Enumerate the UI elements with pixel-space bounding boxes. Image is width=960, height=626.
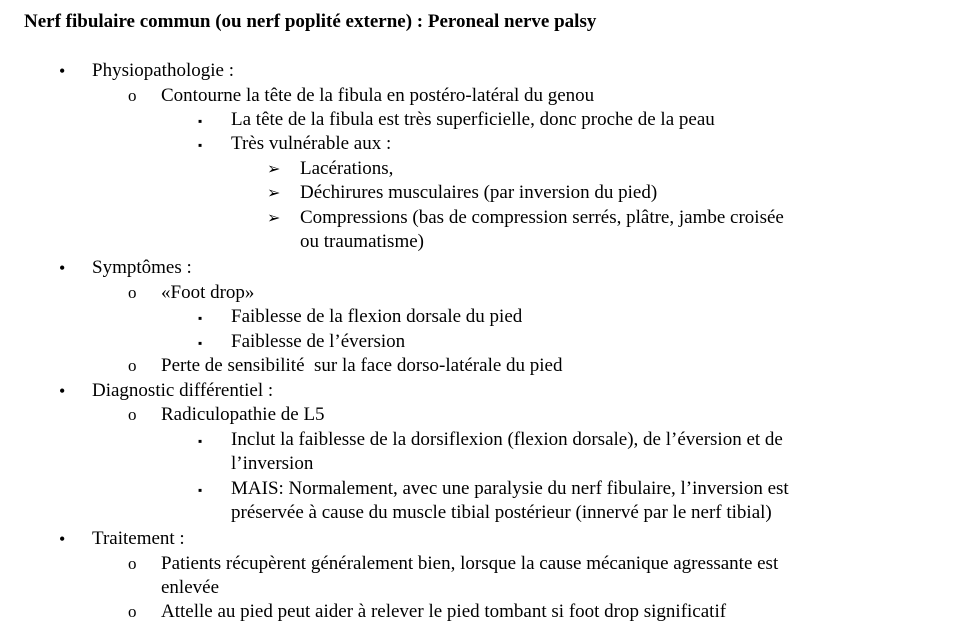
list-item-text: Très vulnérable aux : bbox=[231, 133, 392, 154]
list-item-text: Traitement : bbox=[92, 528, 185, 549]
list-item-text: enlevée bbox=[161, 577, 220, 598]
list-item-text: l’inversion bbox=[231, 453, 314, 474]
list-item-text: MAIS: Normalement, avec une paralysie du nerf fibulaire, l’inversion est bbox=[231, 478, 789, 499]
list-item bbox=[128, 600, 727, 625]
bullet-marker: • bbox=[59, 258, 66, 278]
list-item bbox=[267, 157, 394, 182]
circle-marker: o bbox=[128, 86, 137, 105]
list-item bbox=[198, 477, 789, 502]
circle-marker: o bbox=[128, 283, 137, 302]
list-item bbox=[59, 527, 185, 552]
list-item-text: Perte de sensibilité sur la face dorso-latérale du pied bbox=[161, 355, 563, 376]
square-marker: ▪ bbox=[198, 311, 203, 325]
list-item bbox=[128, 403, 325, 428]
circle-marker: o bbox=[128, 554, 137, 573]
list-item bbox=[198, 330, 406, 355]
list-item bbox=[59, 256, 192, 281]
bullet-marker: • bbox=[59, 381, 66, 401]
list-item bbox=[198, 132, 392, 157]
page-title: Nerf fibulaire commun (ou nerf poplité externe) : Peroneal nerve palsy bbox=[24, 11, 597, 32]
list-item bbox=[198, 428, 783, 453]
list-item-text: Diagnostic différentiel : bbox=[92, 380, 274, 401]
list-item-text: Faiblesse de la flexion dorsale du pied bbox=[231, 306, 523, 327]
square-marker: ▪ bbox=[198, 336, 203, 350]
list-item-text: La tête de la fibula est très superficielle, donc proche de la peau bbox=[231, 109, 715, 130]
list-item bbox=[128, 281, 255, 306]
arrow-marker: ➢ bbox=[267, 185, 281, 202]
arrow-marker: ➢ bbox=[267, 210, 281, 227]
list-item bbox=[128, 552, 779, 577]
bullet-marker: • bbox=[59, 61, 66, 81]
list-item-text: Patients récupèrent généralement bien, lorsque la cause mécanique agressante est bbox=[161, 553, 779, 574]
list-item bbox=[198, 305, 523, 330]
list-item-text: préservée à cause du muscle tibial postérieur (innervé par le nerf tibial) bbox=[231, 502, 772, 523]
list-item-text: Radiculopathie de L5 bbox=[161, 404, 325, 425]
circle-marker: o bbox=[128, 405, 137, 424]
square-marker: ▪ bbox=[198, 434, 203, 448]
list-item bbox=[59, 59, 234, 84]
list-item-text: ou traumatisme) bbox=[300, 231, 424, 252]
list-item-text: Attelle au pied peut aider à relever le pied tombant si foot drop significatif bbox=[161, 601, 727, 622]
list-item bbox=[128, 354, 563, 379]
list-item-text: Contourne la tête de la fibula en postéro-latéral du genou bbox=[161, 85, 595, 106]
list-item-continuation bbox=[231, 452, 313, 477]
list-item bbox=[267, 206, 784, 231]
square-marker: ▪ bbox=[198, 138, 203, 152]
list-item bbox=[128, 84, 595, 109]
list-item-text: «Foot drop» bbox=[161, 282, 255, 303]
list-item-text: Faiblesse de l’éversion bbox=[231, 331, 406, 352]
bullet-marker: • bbox=[59, 529, 66, 549]
list-item-continuation bbox=[300, 230, 424, 255]
arrow-marker: ➢ bbox=[267, 161, 281, 178]
list-item-continuation bbox=[161, 576, 219, 601]
list-item-text: Inclut la faiblesse de la dorsiflexion (flexion dorsale), de l’éversion et de bbox=[231, 429, 783, 450]
square-marker: ▪ bbox=[198, 483, 203, 497]
square-marker: ▪ bbox=[198, 114, 203, 128]
list-item-text: Lacérations, bbox=[300, 158, 394, 179]
list-item bbox=[59, 379, 274, 404]
list-item bbox=[198, 108, 715, 133]
list-item bbox=[267, 181, 658, 206]
list-item-continuation bbox=[231, 501, 772, 526]
list-item-text: Physiopathologie : bbox=[92, 60, 234, 81]
list-item-text: Symptômes : bbox=[92, 257, 192, 278]
list-item-text: Compressions (bas de compression serrés, plâtre, jambe croisée bbox=[300, 207, 784, 228]
list-item-text: Déchirures musculaires (par inversion du pied) bbox=[300, 182, 658, 203]
circle-marker: o bbox=[128, 602, 137, 621]
circle-marker: o bbox=[128, 356, 137, 375]
